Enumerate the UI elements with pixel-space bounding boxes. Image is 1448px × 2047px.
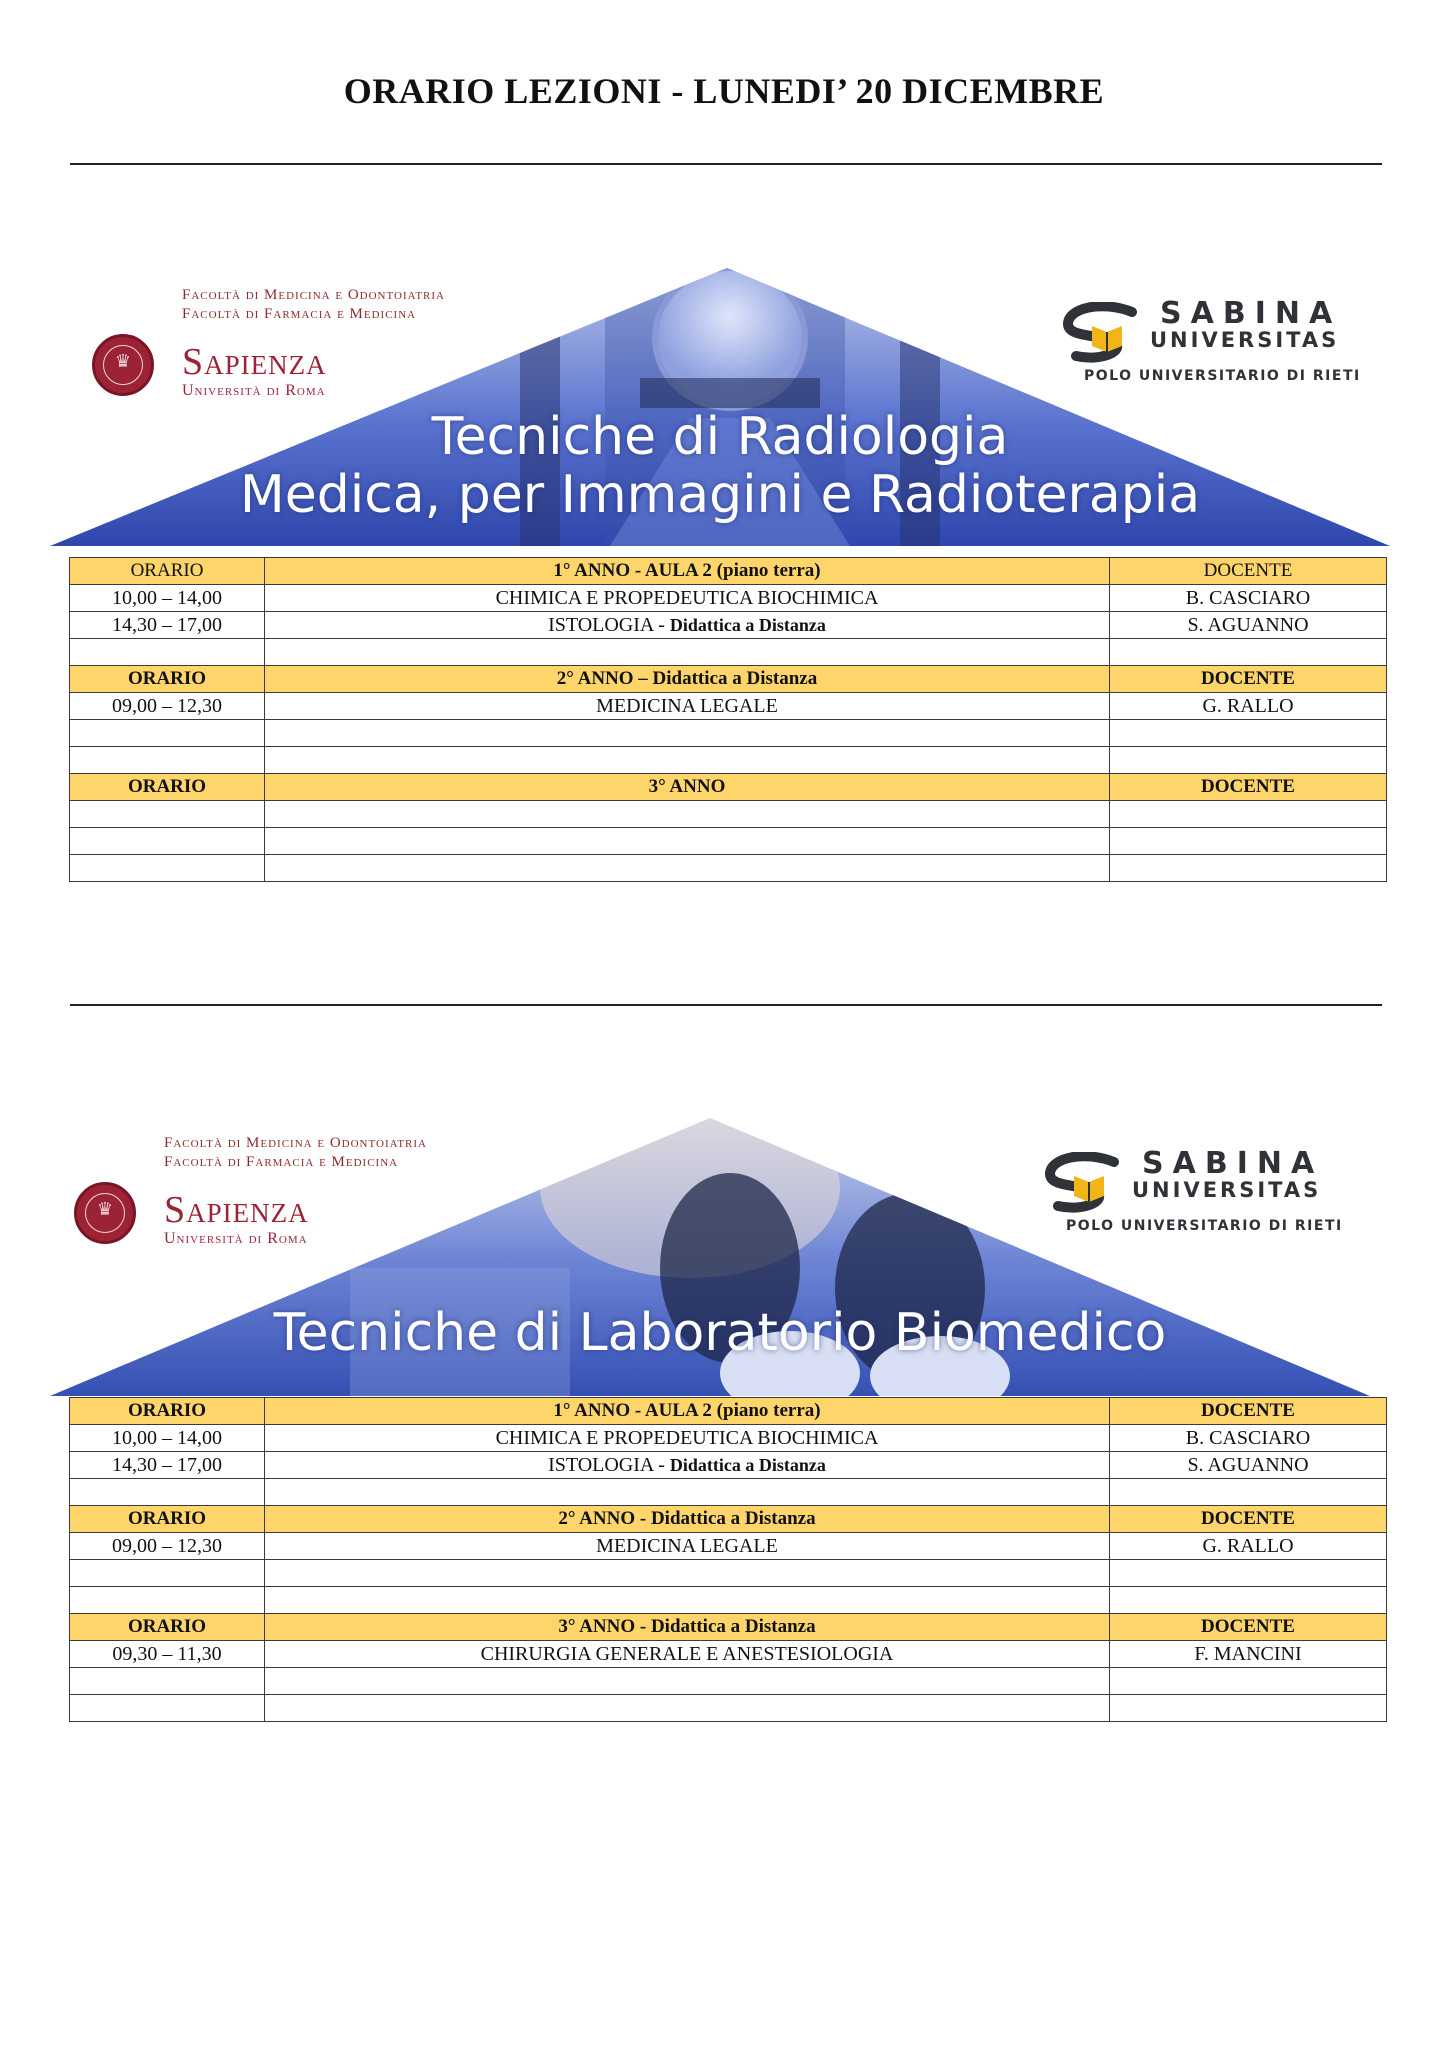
cell-docente: G. RALLO bbox=[1110, 693, 1387, 720]
cell-orario: 14,30 – 17,00 bbox=[70, 612, 265, 639]
cell-orario: 14,30 – 17,00 bbox=[70, 1452, 265, 1479]
cell-lezione bbox=[265, 1668, 1110, 1695]
cell-docente: S. AGUANNO bbox=[1110, 612, 1387, 639]
page-title: ORARIO LEZIONI - LUNEDI’ 20 DICEMBRE bbox=[343, 71, 1105, 111]
table-row bbox=[70, 1425, 1387, 1452]
cell-docente: B. CASCIARO bbox=[1110, 1425, 1387, 1452]
cell-orario: 09,00 – 12,30 bbox=[70, 693, 265, 720]
sapienza-logo-subtitle: Università di Roma bbox=[182, 382, 326, 399]
faculty-line-farmacia: Facoltà di Farmacia e Medicina bbox=[182, 306, 417, 322]
laboratorio-banner bbox=[50, 1118, 1390, 1398]
sapienza-logo-name: Sapienza bbox=[182, 341, 327, 383]
table-row bbox=[70, 1479, 1387, 1506]
table-header-row bbox=[70, 666, 1387, 693]
table-header-row bbox=[70, 1398, 1387, 1425]
cell-docente bbox=[1110, 747, 1387, 774]
table-row bbox=[70, 693, 1387, 720]
table-row bbox=[70, 855, 1387, 882]
cell-orario: 09,30 – 11,30 bbox=[70, 1641, 265, 1668]
header-anno: 3° ANNO - Didattica a Distanza bbox=[265, 1614, 1110, 1641]
table-header-row bbox=[70, 774, 1387, 801]
header-docente: DOCENTE bbox=[1110, 558, 1387, 585]
cell-lezione: MEDICINA LEGALE bbox=[265, 693, 1110, 720]
sabina-book-icon bbox=[1062, 302, 1152, 368]
sabina-logo-subtitle: UNIVERSITAS bbox=[1132, 1178, 1322, 1202]
cell-lezione bbox=[265, 1560, 1110, 1587]
cell-docente: G. RALLO bbox=[1110, 1533, 1387, 1560]
sabina-logo-name: SABINA bbox=[1160, 296, 1342, 331]
faculty-line-medicina: Facoltà di Medicina e Odontoiatria bbox=[182, 287, 445, 303]
table-row bbox=[70, 1452, 1387, 1479]
cell-lezione: CHIMICA E PROPEDEUTICA BIOCHIMICA bbox=[265, 585, 1110, 612]
header-orario: ORARIO bbox=[70, 558, 265, 585]
cell-orario bbox=[70, 855, 265, 882]
schedule-table-radiologia bbox=[69, 557, 1387, 882]
header-docente: DOCENTE bbox=[1110, 774, 1387, 801]
table-row bbox=[70, 1668, 1387, 1695]
cell-docente bbox=[1110, 1479, 1387, 1506]
header-orario: ORARIO bbox=[70, 666, 265, 693]
header-orario: ORARIO bbox=[70, 774, 265, 801]
course-title-line2: Medica, per Immagini e Radioterapia bbox=[239, 465, 1201, 525]
table-row bbox=[70, 1641, 1387, 1668]
cell-lezione bbox=[265, 828, 1110, 855]
sapienza-logo-name: Sapienza bbox=[164, 1189, 309, 1231]
top-divider bbox=[70, 163, 1382, 165]
sapienza-seal-icon: ♛ bbox=[92, 334, 154, 396]
course-title-line1: Tecniche di Laboratorio Biomedico bbox=[273, 1303, 1167, 1363]
header-orario: ORARIO bbox=[70, 1506, 265, 1533]
header-orario: ORARIO bbox=[70, 1398, 265, 1425]
cell-orario bbox=[70, 1695, 265, 1722]
cell-orario bbox=[70, 828, 265, 855]
sabina-book-icon bbox=[1044, 1152, 1134, 1218]
cell-docente bbox=[1110, 1695, 1387, 1722]
cell-orario: 10,00 – 14,00 bbox=[70, 1425, 265, 1452]
cell-orario: 10,00 – 14,00 bbox=[70, 585, 265, 612]
cell-orario bbox=[70, 639, 265, 666]
sabina-logo-polo: POLO UNIVERSITARIO DI RIETI bbox=[1066, 1218, 1343, 1234]
table-header-row bbox=[70, 1614, 1387, 1641]
cell-lezione bbox=[265, 1695, 1110, 1722]
radiologia-banner bbox=[50, 268, 1390, 548]
cell-docente bbox=[1110, 1587, 1387, 1614]
cell-docente bbox=[1110, 639, 1387, 666]
cell-lezione bbox=[265, 1479, 1110, 1506]
sabina-logo-polo: POLO UNIVERSITARIO DI RIETI bbox=[1084, 368, 1361, 384]
sabina-logo-subtitle: UNIVERSITAS bbox=[1150, 328, 1340, 352]
cell-orario: 09,00 – 12,30 bbox=[70, 1533, 265, 1560]
cell-docente: B. CASCIARO bbox=[1110, 585, 1387, 612]
cell-orario bbox=[70, 1668, 265, 1695]
cell-orario bbox=[70, 1587, 265, 1614]
course-title-laboratorio bbox=[50, 1304, 1390, 1362]
course-title-radiologia bbox=[50, 408, 1390, 524]
cell-orario bbox=[70, 801, 265, 828]
middle-divider bbox=[70, 1004, 1382, 1006]
faculty-line-medicina: Facoltà di Medicina e Odontoiatria bbox=[164, 1135, 427, 1151]
table-row bbox=[70, 1695, 1387, 1722]
sapienza-seal-icon: ♛ bbox=[74, 1182, 136, 1244]
sabina-logo-name: SABINA bbox=[1142, 1146, 1324, 1181]
header-anno: 2° ANNO - Didattica a Distanza bbox=[265, 1506, 1110, 1533]
table-row bbox=[70, 639, 1387, 666]
table-row bbox=[70, 828, 1387, 855]
cell-docente bbox=[1110, 801, 1387, 828]
header-anno: 1° ANNO - AULA 2 (piano terra) bbox=[265, 558, 1110, 585]
table-row bbox=[70, 747, 1387, 774]
header-docente: DOCENTE bbox=[1110, 1614, 1387, 1641]
sapienza-logo-subtitle: Università di Roma bbox=[164, 1230, 308, 1247]
table-row bbox=[70, 585, 1387, 612]
table-header-row bbox=[70, 1506, 1387, 1533]
header-orario: ORARIO bbox=[70, 1614, 265, 1641]
header-docente: DOCENTE bbox=[1110, 1506, 1387, 1533]
cell-lezione: MEDICINA LEGALE bbox=[265, 1533, 1110, 1560]
cell-lezione bbox=[265, 720, 1110, 747]
faculty-lines bbox=[182, 286, 445, 324]
course-title-line1: Tecniche di Radiologia bbox=[431, 407, 1009, 467]
cell-docente bbox=[1110, 855, 1387, 882]
table-row bbox=[70, 612, 1387, 639]
cell-lezione: ISTOLOGIA - Didattica a Distanza bbox=[265, 612, 1110, 639]
cell-lezione bbox=[265, 747, 1110, 774]
cell-orario bbox=[70, 1560, 265, 1587]
faculty-line-farmacia: Facoltà di Farmacia e Medicina bbox=[164, 1154, 399, 1170]
cell-docente bbox=[1110, 720, 1387, 747]
cell-lezione bbox=[265, 801, 1110, 828]
table-row bbox=[70, 801, 1387, 828]
cell-docente: F. MANCINI bbox=[1110, 1641, 1387, 1668]
cell-docente bbox=[1110, 1668, 1387, 1695]
cell-docente bbox=[1110, 828, 1387, 855]
table-row bbox=[70, 1560, 1387, 1587]
table-row bbox=[70, 1533, 1387, 1560]
cell-orario bbox=[70, 1479, 265, 1506]
cell-docente: S. AGUANNO bbox=[1110, 1452, 1387, 1479]
header-docente: DOCENTE bbox=[1110, 666, 1387, 693]
cell-orario bbox=[70, 720, 265, 747]
faculty-lines bbox=[164, 1134, 427, 1172]
cell-lezione bbox=[265, 1587, 1110, 1614]
header-anno: 1° ANNO - AULA 2 (piano terra) bbox=[265, 1398, 1110, 1425]
header-anno: 2° ANNO – Didattica a Distanza bbox=[265, 666, 1110, 693]
cell-lezione: CHIRURGIA GENERALE E ANESTESIOLOGIA bbox=[265, 1641, 1110, 1668]
cell-lezione bbox=[265, 855, 1110, 882]
table-row bbox=[70, 720, 1387, 747]
cell-docente bbox=[1110, 1560, 1387, 1587]
cell-lezione bbox=[265, 639, 1110, 666]
header-docente: DOCENTE bbox=[1110, 1398, 1387, 1425]
table-row bbox=[70, 1587, 1387, 1614]
cell-lezione: ISTOLOGIA - Didattica a Distanza bbox=[265, 1452, 1110, 1479]
table-header-row bbox=[70, 558, 1387, 585]
schedule-table-laboratorio bbox=[69, 1397, 1387, 1722]
header-anno: 3° ANNO bbox=[265, 774, 1110, 801]
cell-lezione: CHIMICA E PROPEDEUTICA BIOCHIMICA bbox=[265, 1425, 1110, 1452]
cell-orario bbox=[70, 747, 265, 774]
